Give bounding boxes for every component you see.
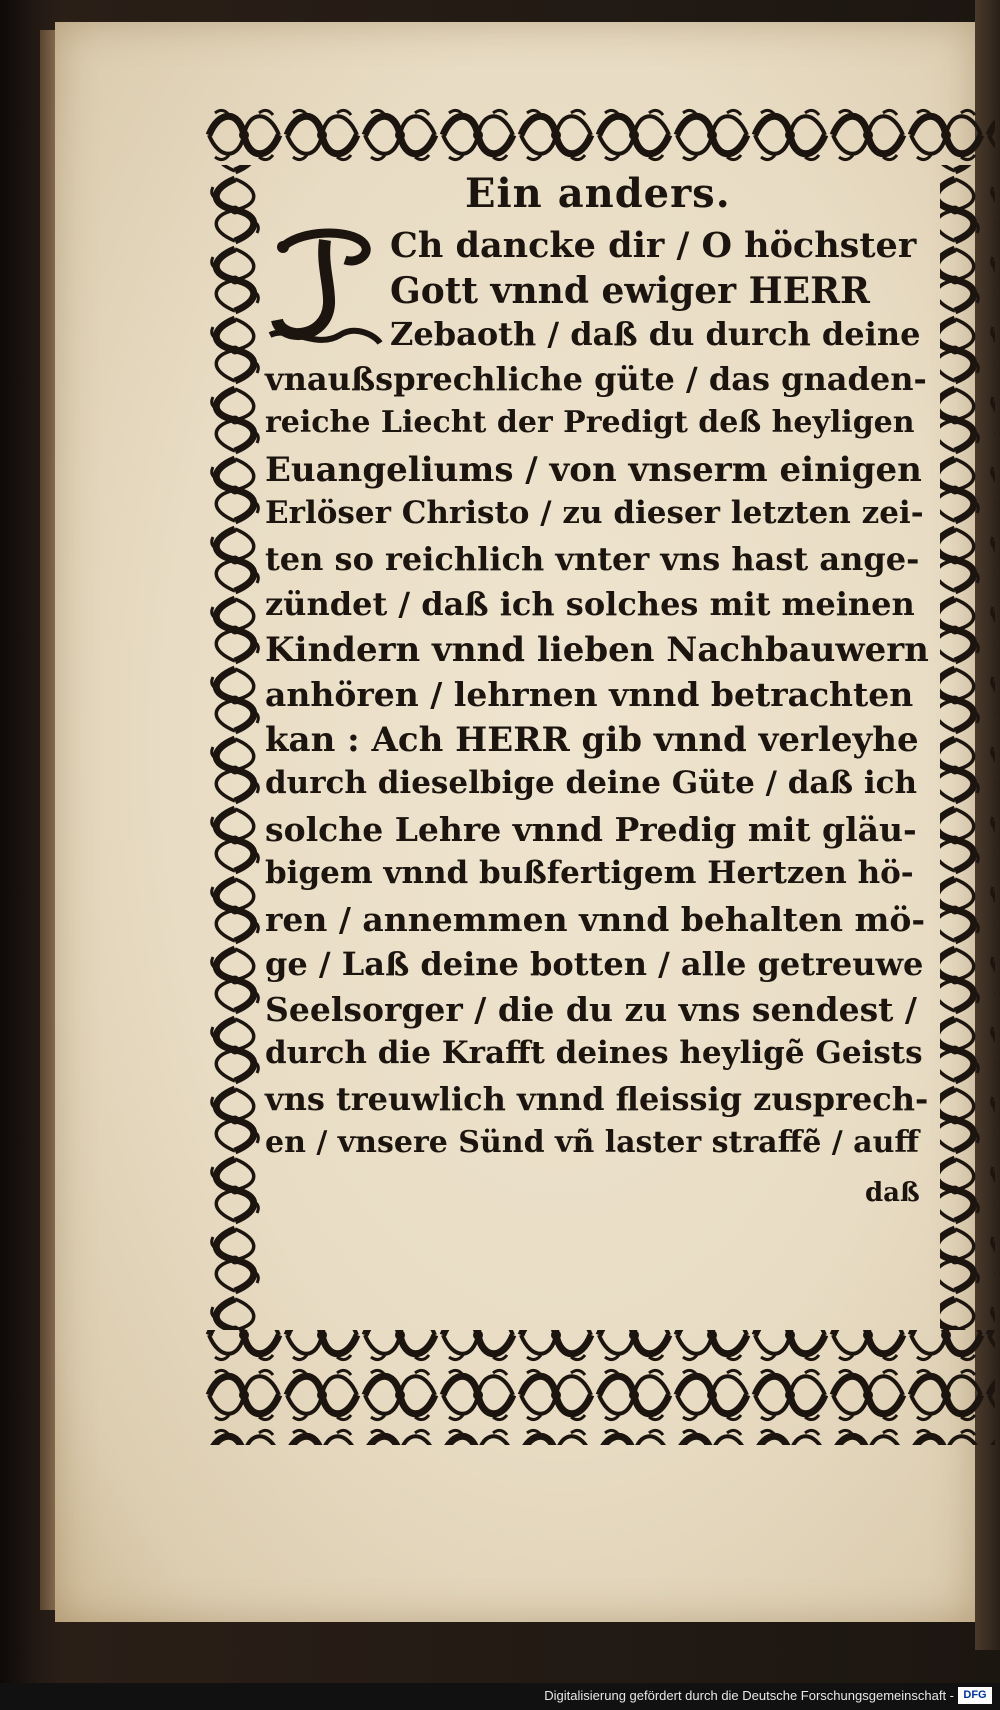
dfg-logo-icon: DFG <box>958 1687 992 1704</box>
text-line: durch die Krafft deines heyligẽ Geists <box>265 1035 923 1071</box>
decorated-initial-icon <box>265 225 385 350</box>
text-line: bigem vnnd bußfertigem Hertzen hö- <box>265 855 914 891</box>
text-line: reiche Liecht der Predigt deß heyligen <box>265 405 915 440</box>
text-line: vnaußsprechliche güte / das gnaden- <box>265 360 927 398</box>
text-line: kan : Ach HERR gib vnnd verleyhe <box>265 720 919 760</box>
text-line: ten so reichlich vnter vns hast ange- <box>265 540 920 578</box>
text-line: Euangeliums / von vnserm einigen <box>265 450 922 490</box>
text-line: Kindern vnnd lieben Nachbauwern <box>265 630 929 670</box>
catchword: daß <box>865 1178 920 1208</box>
text-line: en / vnsere Sünd vñ laster straffẽ / auff <box>265 1125 920 1160</box>
text-line: Gott vnnd ewiger HERR <box>390 270 870 312</box>
text-line: zündet / daß ich solches mit meinen <box>265 585 915 623</box>
text-line: vns treuwlich vnnd fleissig zusprech- <box>265 1080 929 1118</box>
footer-credit: Digitalisierung gefördert durch die Deutsche Forschungsgemeinschaft - <box>544 1688 954 1703</box>
text-block <box>265 170 935 1320</box>
text-line: ren / annemmen vnnd behalten mö- <box>265 900 926 939</box>
svg-text:J: J <box>307 310 308 311</box>
text-line: Seelsorger / die du zu vns sendest / <box>265 990 917 1029</box>
text-line: durch dieselbige deine Güte / daß ich <box>265 765 918 801</box>
text-line: ge / Laß deine botten / alle getreuwe <box>265 945 924 983</box>
text-line: Erlöser Christo / zu dieser letzten zei- <box>265 495 924 531</box>
text-line: Zebaoth / daß du durch deine <box>390 315 921 353</box>
footer-bar <box>0 1683 1000 1710</box>
text-line: anhören / lehrnen vnnd betrachten <box>265 675 914 714</box>
page-heading: Ein anders. <box>465 170 731 217</box>
text-line: solche Lehre vnnd Predig mit gläu- <box>265 810 917 849</box>
text-line: Ch dancke dir / O höchster <box>390 225 917 266</box>
